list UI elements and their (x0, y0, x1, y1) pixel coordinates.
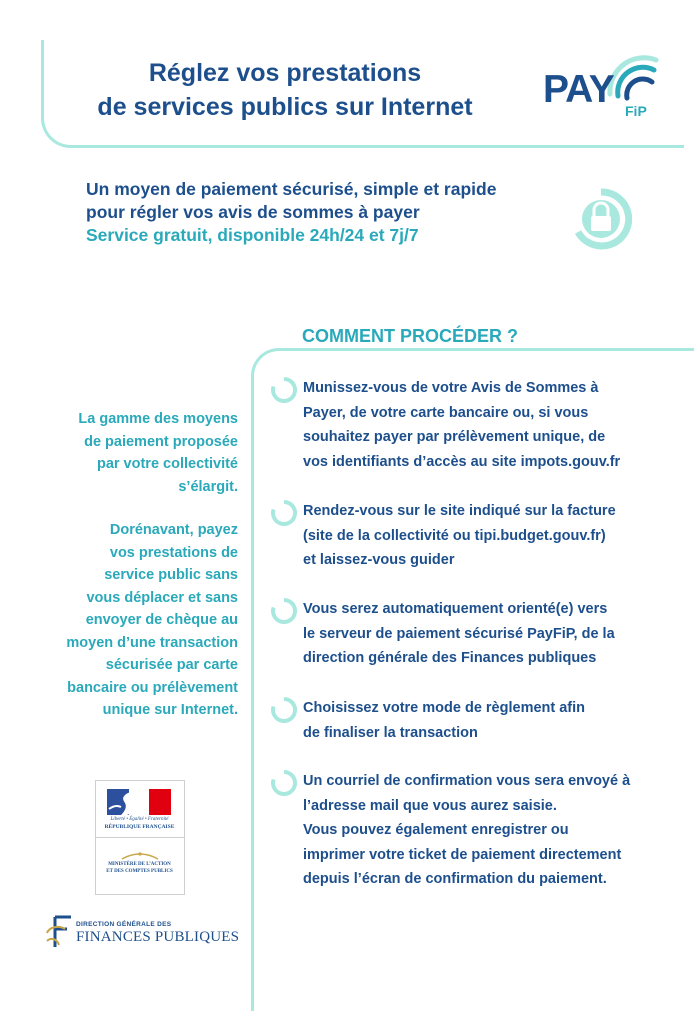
step-5-line: depuis l’écran de confirmation du paiement. (303, 871, 607, 887)
step-1-line: Munissez-vous de votre Avis de Sommes à (303, 380, 599, 396)
step-5-line: l’adresse mail que vous aurez saisie. (303, 797, 557, 814)
step-3-line: le serveur de paiement sécurisé PayFiP, de la (303, 625, 615, 642)
left-intro-paragraph (40, 408, 238, 498)
step-4-line: Choisissez votre mode de règlement afin (303, 700, 586, 716)
republique-name: RÉPUBLIQUE FRANÇAISE (104, 824, 175, 830)
left-body-line: Dorénavant, payez (109, 522, 238, 538)
left-intro-line: par votre collectivité (96, 456, 238, 472)
left-body-line: vous déplacer et sans (86, 589, 238, 606)
step-3-line: Vous serez automatiquement orienté(e) vers (303, 601, 608, 617)
step-4-line: de finaliser la transaction (303, 724, 478, 741)
left-intro-line: s’élargit. (178, 478, 238, 495)
subtitle (86, 178, 566, 224)
circle-arrow-icon (270, 597, 298, 625)
marianne-flag-icon (107, 789, 171, 815)
ministry-emblem-icon (120, 851, 160, 861)
left-body-line: bancaire ou prélèvement (67, 679, 238, 696)
step-1-line: souhaitez payer par prélèvement unique, de (303, 429, 606, 445)
title-line-1: Réglez vos prestations (148, 59, 422, 87)
logo-divider (95, 837, 184, 838)
left-intro-line: de paiement proposée (84, 433, 238, 450)
dgfip-subtitle: DIRECTION GÉNÉRALE DES (76, 921, 172, 928)
payfip-logo-fip: FiP (625, 103, 647, 119)
left-body-paragraph (40, 519, 238, 722)
page-title (60, 56, 510, 124)
circle-arrow-icon (270, 376, 298, 404)
ministry-line-2: ET DES COMPTES PUBLICS (106, 869, 173, 874)
lock-icon (570, 188, 632, 250)
step-5-line: Vous pouvez également enregistrer ou (303, 822, 569, 838)
step-5-line: Un courriel de confirmation vous sera envoyé à (303, 773, 631, 789)
republique-motto: Liberté • Égalité • Fraternité (110, 817, 169, 822)
dgfip-title: FINANCES PUBLIQUES (76, 929, 240, 945)
left-body-line: service public sans (104, 567, 238, 583)
step-1-line: vos identifiants d’accès au site impots.gouv.fr (303, 453, 621, 470)
left-body-line: unique sur Internet. (102, 702, 238, 718)
subtitle-free-service: Service gratuit, disponible 24h/24 et 7j/7 (86, 225, 419, 245)
step-5-line: imprimer votre ticket de paiement directement (303, 846, 622, 863)
payfip-logo-pay: PAY (543, 68, 614, 111)
left-body-line: sécurisée par carte (105, 657, 238, 673)
howto-title: COMMENT PROCÉDER ? (302, 326, 518, 346)
left-intro-line: La gamme des moyens (78, 411, 238, 427)
circle-arrow-icon (270, 499, 298, 527)
ministry-line-1: MINISTÈRE DE L’ACTION (108, 862, 171, 867)
subtitle-line-1: Un moyen de paiement sécurisé, simple et rapide (86, 179, 497, 199)
step-2-line: et laissez-vous guider (303, 552, 455, 568)
left-body-line: vos prestations de (109, 544, 238, 561)
dgfip-logo-icon (45, 915, 73, 949)
subtitle-line-2: pour régler vos avis de sommes à payer (86, 202, 420, 222)
title-line-2: de services publics sur Internet (97, 93, 473, 121)
circle-arrow-icon (270, 769, 298, 797)
step-3-line: direction générale des Finances publiques (303, 650, 597, 666)
step-2-line: Rendez-vous sur le site indiqué sur la facture (303, 503, 616, 519)
left-body-line: moyen d’une transaction (66, 634, 238, 651)
step-2-line: (site de la collectivité ou tipi.budget.gouv.fr) (303, 527, 606, 544)
step-1-line: Payer, de votre carte bancaire ou, si vous (303, 404, 589, 421)
left-body-line: envoyer de chèque au (85, 612, 238, 628)
circle-arrow-icon (270, 696, 298, 724)
